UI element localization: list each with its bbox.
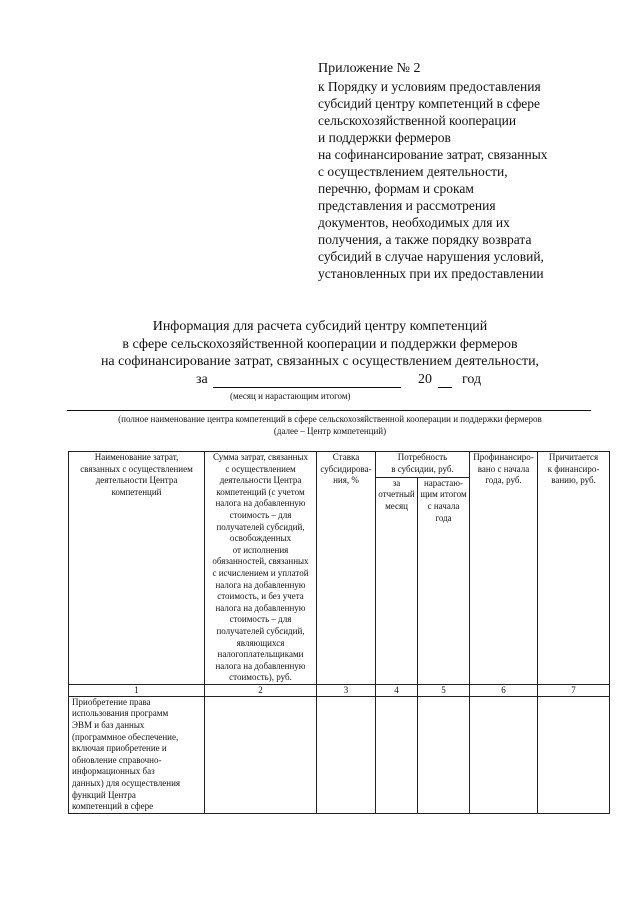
header-text-line: деятельности Центра (219, 475, 302, 486)
heading-line-1: Информация для расчета субсидий центру компетенций (152, 319, 488, 334)
organization-hint-line-2: (далее – Центр компетенций) (273, 426, 387, 436)
header-text-line: года, руб. (485, 475, 522, 486)
header-text-line: субсидирова- (320, 463, 372, 474)
header-text-line: Ставка (332, 452, 360, 462)
header-text-line: стоимость – для (229, 614, 292, 625)
header-text-line: с исчислением и уплатой (212, 567, 309, 578)
table-header-row (69, 452, 610, 478)
appendix-line: на софинансирование затрат, связанных (318, 147, 548, 162)
header-text-line: получателей субсидий, (216, 625, 305, 636)
row-ytd-cell[interactable] (418, 696, 470, 813)
header-text-line: налогоплательщиками (217, 649, 304, 660)
appendix-line: и поддержки фермеров (318, 130, 451, 145)
header-text-line: за (392, 477, 401, 488)
header-text-line: компетенций (с учетом (216, 486, 305, 497)
header-subsidy-need (376, 452, 470, 478)
header-text-line: вано с начала (477, 463, 530, 474)
header-text-line: являющихся (236, 637, 285, 648)
row-name-line: (программное обеспечение, (72, 731, 179, 742)
header-text-line: месяц (385, 501, 408, 512)
header-text-line: налога на добавленную (215, 498, 306, 509)
appendix-block (318, 60, 618, 282)
header-text-line: налога на добавленную (215, 579, 306, 590)
column-number: 1 (69, 684, 205, 696)
organization-name-field[interactable] (67, 410, 591, 411)
header-text-line: компетенций (111, 486, 162, 497)
year-prefix: 20 (418, 372, 432, 387)
row-rate-cell[interactable] (317, 696, 376, 813)
appendix-line: установленных при их предоставлении (318, 266, 544, 281)
header-text-line: с начала (427, 501, 460, 512)
period-row (0, 372, 638, 390)
header-text-line: с осуществлением (225, 463, 296, 474)
heading-line-2: в сфере сельскохозяйственной кооперации и поддержки фермеров (122, 336, 518, 352)
column-number: 2 (205, 684, 317, 696)
header-text-line: отчетный (378, 489, 415, 500)
header-text-line: налога на добавленную (215, 660, 306, 671)
header-text-line: Наименование затрат, (94, 452, 179, 462)
column-number: 7 (538, 684, 610, 696)
header-text-line: стоимость), руб. (229, 672, 292, 683)
appendix-line: с осуществлением деятельности, (318, 164, 508, 179)
row-name-line: информационных баз (72, 766, 155, 777)
row-name-line: включая приобретение и (72, 743, 167, 754)
header-text-line: ванию, руб. (551, 475, 596, 486)
table-row (69, 696, 610, 813)
appendix-line: субсидий центру компетенций в сфере (318, 96, 541, 111)
row-financed-cell[interactable] (470, 696, 538, 813)
year-suffix: год (462, 372, 482, 387)
header-year-to-date (418, 477, 470, 684)
organization-hint (60, 413, 600, 437)
header-text-line: налога на добавленную (215, 602, 306, 613)
subsidy-table (68, 451, 610, 814)
header-subsidy-rate (317, 452, 376, 685)
column-number: 6 (470, 684, 538, 696)
header-text-line: получателей субсидий, (216, 521, 305, 532)
header-text-line: Профинансиро- (473, 452, 534, 462)
header-text-line: нарастаю- (423, 477, 464, 488)
header-text-line: Потребность (397, 452, 448, 462)
header-text-line: освобожденных (229, 533, 292, 544)
header-expense-name (69, 452, 205, 685)
header-due (538, 452, 610, 685)
header-text-line: стоимость – для (229, 509, 292, 520)
year-blank-field[interactable] (438, 387, 452, 388)
header-financed (470, 452, 538, 685)
document-heading (40, 318, 600, 371)
header-text-line: к финансиро- (547, 463, 600, 474)
row-name-line: Приобретение права (72, 696, 151, 707)
header-text-line: Сумма затрат, связанных (212, 452, 309, 462)
row-name-line: обновление справочно- (72, 754, 162, 765)
header-text-line: связанных с осуществлением (80, 463, 193, 474)
header-text-line: ния, % (333, 475, 359, 486)
heading-line-3: на софинансирование затрат, связанных с осуществлением деятельности, (100, 354, 540, 369)
row-name-line: данных) для осуществления (72, 778, 181, 789)
row-name-line: ЭВМ и баз данных (72, 720, 145, 731)
appendix-line: перечню, формам и срокам (318, 181, 474, 196)
column-number: 5 (418, 684, 470, 696)
row-name-line: функций Центра (72, 789, 136, 800)
period-blank-field[interactable] (213, 387, 401, 388)
row-name-line: компетенций в сфере (72, 801, 154, 812)
row-expense-name (69, 696, 205, 813)
column-number: 3 (317, 684, 376, 696)
appendix-line: сельскохозяйственной кооперации (318, 113, 517, 128)
row-month-cell[interactable] (376, 696, 418, 813)
period-hint: (месяц и нарастающим итогом) (230, 391, 351, 401)
appendix-line: субсидий в случае нарушения условий, (318, 249, 544, 264)
appendix-line: к Порядку и условиям предоставления (318, 79, 541, 94)
header-text-line: щим итогом (420, 489, 467, 500)
header-reporting-month (376, 477, 418, 684)
header-text-line: в субсидии, руб. (391, 463, 454, 474)
header-text-line: обязанностей, связанных (212, 556, 309, 567)
column-number-row (69, 684, 610, 696)
appendix-title: Приложение № 2 (318, 61, 421, 76)
row-amount-cell[interactable] (205, 696, 317, 813)
header-text-line: Причитается (548, 452, 599, 462)
row-name-line: использования программ (72, 708, 169, 719)
header-text-line: стоимость, и без учета (217, 591, 304, 602)
appendix-line: документов, необходимых для их (318, 215, 510, 230)
header-text-line: года (435, 512, 452, 523)
period-prefix: за (196, 372, 208, 387)
row-due-cell[interactable] (538, 696, 610, 813)
header-expense-amount (205, 452, 317, 685)
organization-hint-line-1: (полное наименование центра компетенций в сфере сельскохозяйственной кооперации и поддержки фермеров (118, 414, 542, 424)
appendix-line: представления и рассмотрения (318, 198, 496, 213)
header-text-line: деятельности Центра (95, 475, 178, 486)
header-text-line: от исполнения (232, 544, 289, 555)
column-number: 4 (376, 684, 418, 696)
appendix-line: получения, а также порядку возврата (318, 232, 532, 247)
